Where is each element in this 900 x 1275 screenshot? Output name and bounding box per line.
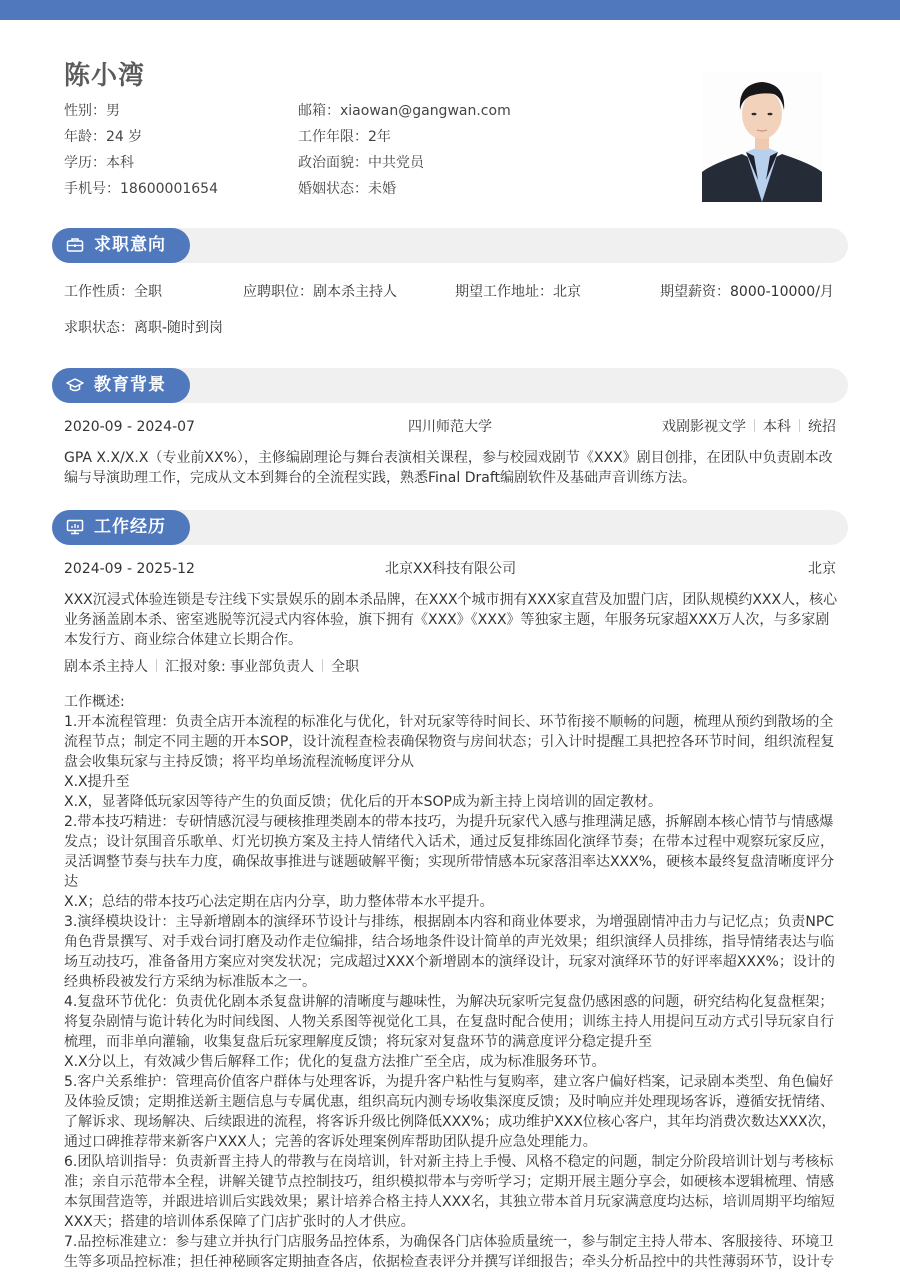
- divider: [799, 419, 800, 432]
- info-work-years: 工作年限：2年: [298, 129, 391, 145]
- company-description: XXX沉浸式体验连锁是专注线下实景娱乐的剧本杀品牌，在XXX个城市拥有XXX家直营及加盟门店，团队规模约XXX人，核心业务涵盖剧本杀、密室逃脱等沉浸式内容体验，旗下拥有《XXX》《XXX》等独家主题，年服务玩家超XXX万人次，与多家剧本发行方、商业综合体建立长期合作。: [64, 592, 838, 648]
- section-title-work-experience: 工作经历: [52, 510, 190, 545]
- monitor-chart-icon: [66, 519, 84, 535]
- overview-line: 1.开本流程管理：负责全店开本流程的标准化与优化，针对玩家等待时间长、环节衔接不顺畅的问题，梳理从预约到散场的全流程节点；制定不同主题的开本SOP，设计流程查检表确保物资与房间状态；引入计时提醒工具把控各环节时间，组织流程复盘会收集玩家与主持反馈；将平均单场流程流畅度评分从: [64, 714, 835, 770]
- overview-line: 5.客户关系维护：管理高价值客户群体与处理客诉，为提升客户粘性与复购率，建立客户偏好档案，记录剧本类型、角色偏好及体验反馈；定期推送新主题信息与专属优惠，组织高玩内测专场收集深度反馈；及时响应并处理现场客诉，遵循安抚情绪、了解诉求、现场解决、后续跟进的流程，将客诉升级比例降低XXX%；成功维护XXX位核心客户，其年均消费次数达XXX次，通过口碑推荐带来新客户XXX人；完善的客诉处理案例库帮助团队提升应急处理能力。: [64, 1074, 836, 1150]
- overview-line: 2.带本技巧精进：专研情感沉浸与硬核推理类剧本的带本技巧，为提升玩家代入感与推理满足感，拆解剧本核心情节与情感爆发点；设计氛围音乐歌单、灯光切换方案及主持人情绪代入话术，通过反复排练固化演绎节奏；在带本过程中观察玩家反应，灵活调整节奏与扶车力度，确保故事推进与谜题破解平衡；实现所带情感本玩家落泪率达XXX%，硬核本最终复盘清晰度评分达: [64, 814, 835, 890]
- education-period: 2020-09 - 2024-07: [64, 419, 195, 435]
- overview-line: X.X分以上，有效减少售后解释工作；优化的复盘方法推广至全店，成为标准服务环节。: [64, 1054, 606, 1070]
- info-row-1: [64, 98, 704, 124]
- info-row-3: [64, 150, 704, 176]
- work-company: 北京XX科技有限公司: [385, 561, 517, 577]
- overview-line: X.X；总结的带本技巧心法定期在店内分享，助力整体带本水平提升。: [64, 894, 494, 910]
- tag-employment-type: 全职: [331, 659, 360, 675]
- work-entry-header: [64, 558, 836, 580]
- overview-line: X.X提升至: [64, 774, 130, 790]
- intent-salary: 期望薪资：8000-10000/月: [660, 284, 834, 300]
- briefcase-icon: [66, 237, 84, 253]
- education-entry-header: [64, 416, 836, 438]
- overview-line: 3.演绎模块设计：主导新增剧本的演绎环节设计与排练，根据剧本内容和商业体要求，为增强剧情冲击力与记忆点；负责NPC角色背景撰写、对手戏台词打磨及动作走位编排，结合场地条件设计简单的声光效果；组织演绎人员排练，指导情绪表达与临场互动技巧，准备备用方案应对突发状况；完成超过XXX个新增剧本的演绎设计，玩家对演绎环节的好评率超XXX%；设计的经典桥段被发行方采纳为标准版本之一。: [64, 914, 835, 990]
- overview-line: X.X，显著降低玩家因等待产生的负面反馈；优化后的开本SOP成为新主持上岗培训的固定教材。: [64, 794, 662, 810]
- section-education: [52, 368, 848, 403]
- education-meta: 戏剧影视文学 本科 统招: [662, 419, 836, 435]
- basic-info: [64, 98, 704, 202]
- info-marital-status: 婚姻状态：未婚: [298, 181, 396, 197]
- intent-position: 应聘职位：剧本杀主持人: [243, 284, 397, 300]
- intent-work-type: 工作性质：全职: [64, 284, 162, 300]
- info-row-4: [64, 176, 704, 202]
- info-education: 学历：本科: [64, 155, 134, 171]
- section-job-intent: [52, 228, 848, 263]
- info-email: 邮箱：xiaowan@gangwan.com: [298, 103, 511, 119]
- overview-line: 4.复盘环节优化：负责优化剧本杀复盘讲解的清晰度与趣味性，为解决玩家听完复盘仍感困惑的问题，研究结构化复盘框架；将复杂剧情与诡计转化为时间线图、人物关系图等视觉化工具，在复盘时配合使用；训练主持人用提问互动方式引导玩家自行梳理，而非单向灌输，收集复盘后玩家理解度反馈；将玩家对复盘环节的满意度评分稳定提升至: [64, 994, 834, 1050]
- overview-line: 7.品控标准建立：参与建立并执行门店服务品控体系，为确保各门店体验质量统一，参与制定主持人带本、客服接待、环境卫生等多项品控标准；担任神秘顾客定期抽查各店，依据检查表评分并撰写详细报告；牵头分析品控中的共性薄弱环节，设计专: [64, 1234, 834, 1270]
- job-intent-row-1: [64, 281, 836, 303]
- profile-photo: [702, 72, 822, 202]
- info-phone: 手机号：18600001654: [64, 181, 218, 197]
- work-tags: [64, 656, 836, 678]
- divider: [322, 659, 323, 672]
- education-description: GPA X.X/X.X（专业前XX%），主修编剧理论与舞台表演相关课程，参与校园戏剧节《XXX》剧目创排，在团队中负责剧本改编与导演助理工作，完成从文本到舞台的全流程实践，熟悉Final Draft编剧软件及基础声音训练方法。: [64, 450, 833, 486]
- section-title-job-intent: 求职意向: [52, 228, 190, 263]
- section-work-experience: [52, 510, 848, 545]
- info-gender: 性别：男: [64, 103, 120, 119]
- info-row-2: [64, 124, 704, 150]
- top-accent-bar: [0, 0, 900, 20]
- intent-location: 期望工作地址：北京: [455, 284, 581, 300]
- job-intent-row-2: [64, 317, 836, 339]
- section-title-education: 教育背景: [52, 368, 190, 403]
- divider: [754, 419, 755, 432]
- resume-header: [64, 58, 704, 202]
- tag-role: 剧本杀主持人: [64, 659, 148, 675]
- education-school: 四川师范大学: [408, 419, 492, 435]
- graduation-cap-icon: [66, 377, 84, 393]
- candidate-name: 陈小湾: [64, 61, 146, 91]
- work-city: 北京: [808, 561, 836, 577]
- tag-report-to: 汇报对象: 事业部负责人: [165, 659, 315, 675]
- intent-status: 求职状态：离职-随时到岗: [64, 320, 224, 336]
- work-overview: [64, 692, 838, 1272]
- info-age: 年龄：24 岁: [64, 129, 143, 145]
- overview-label: 工作概述:: [64, 694, 125, 710]
- info-political-status: 政治面貌：中共党员: [298, 155, 424, 171]
- work-period: 2024-09 - 2025-12: [64, 561, 195, 577]
- divider: [156, 659, 157, 672]
- overview-line: 6.团队培训指导：负责新晋主持人的带教与在岗培训，针对新主持上手慢、风格不稳定的问题，制定分阶段培训计划与考核标准；亲自示范带本全程，讲解关键节点控制技巧，组织模拟带本与旁听学习；定期开展主题分享会，如硬核本逻辑梳理、情感本氛围营造等，并跟进培训后实践效果；累计培养合格主持人XXX名，其独立带本首月玩家满意度均达标，培训周期平均缩短XXX天；搭建的培训体系保障了门店扩张时的人才供应。: [64, 1154, 835, 1230]
